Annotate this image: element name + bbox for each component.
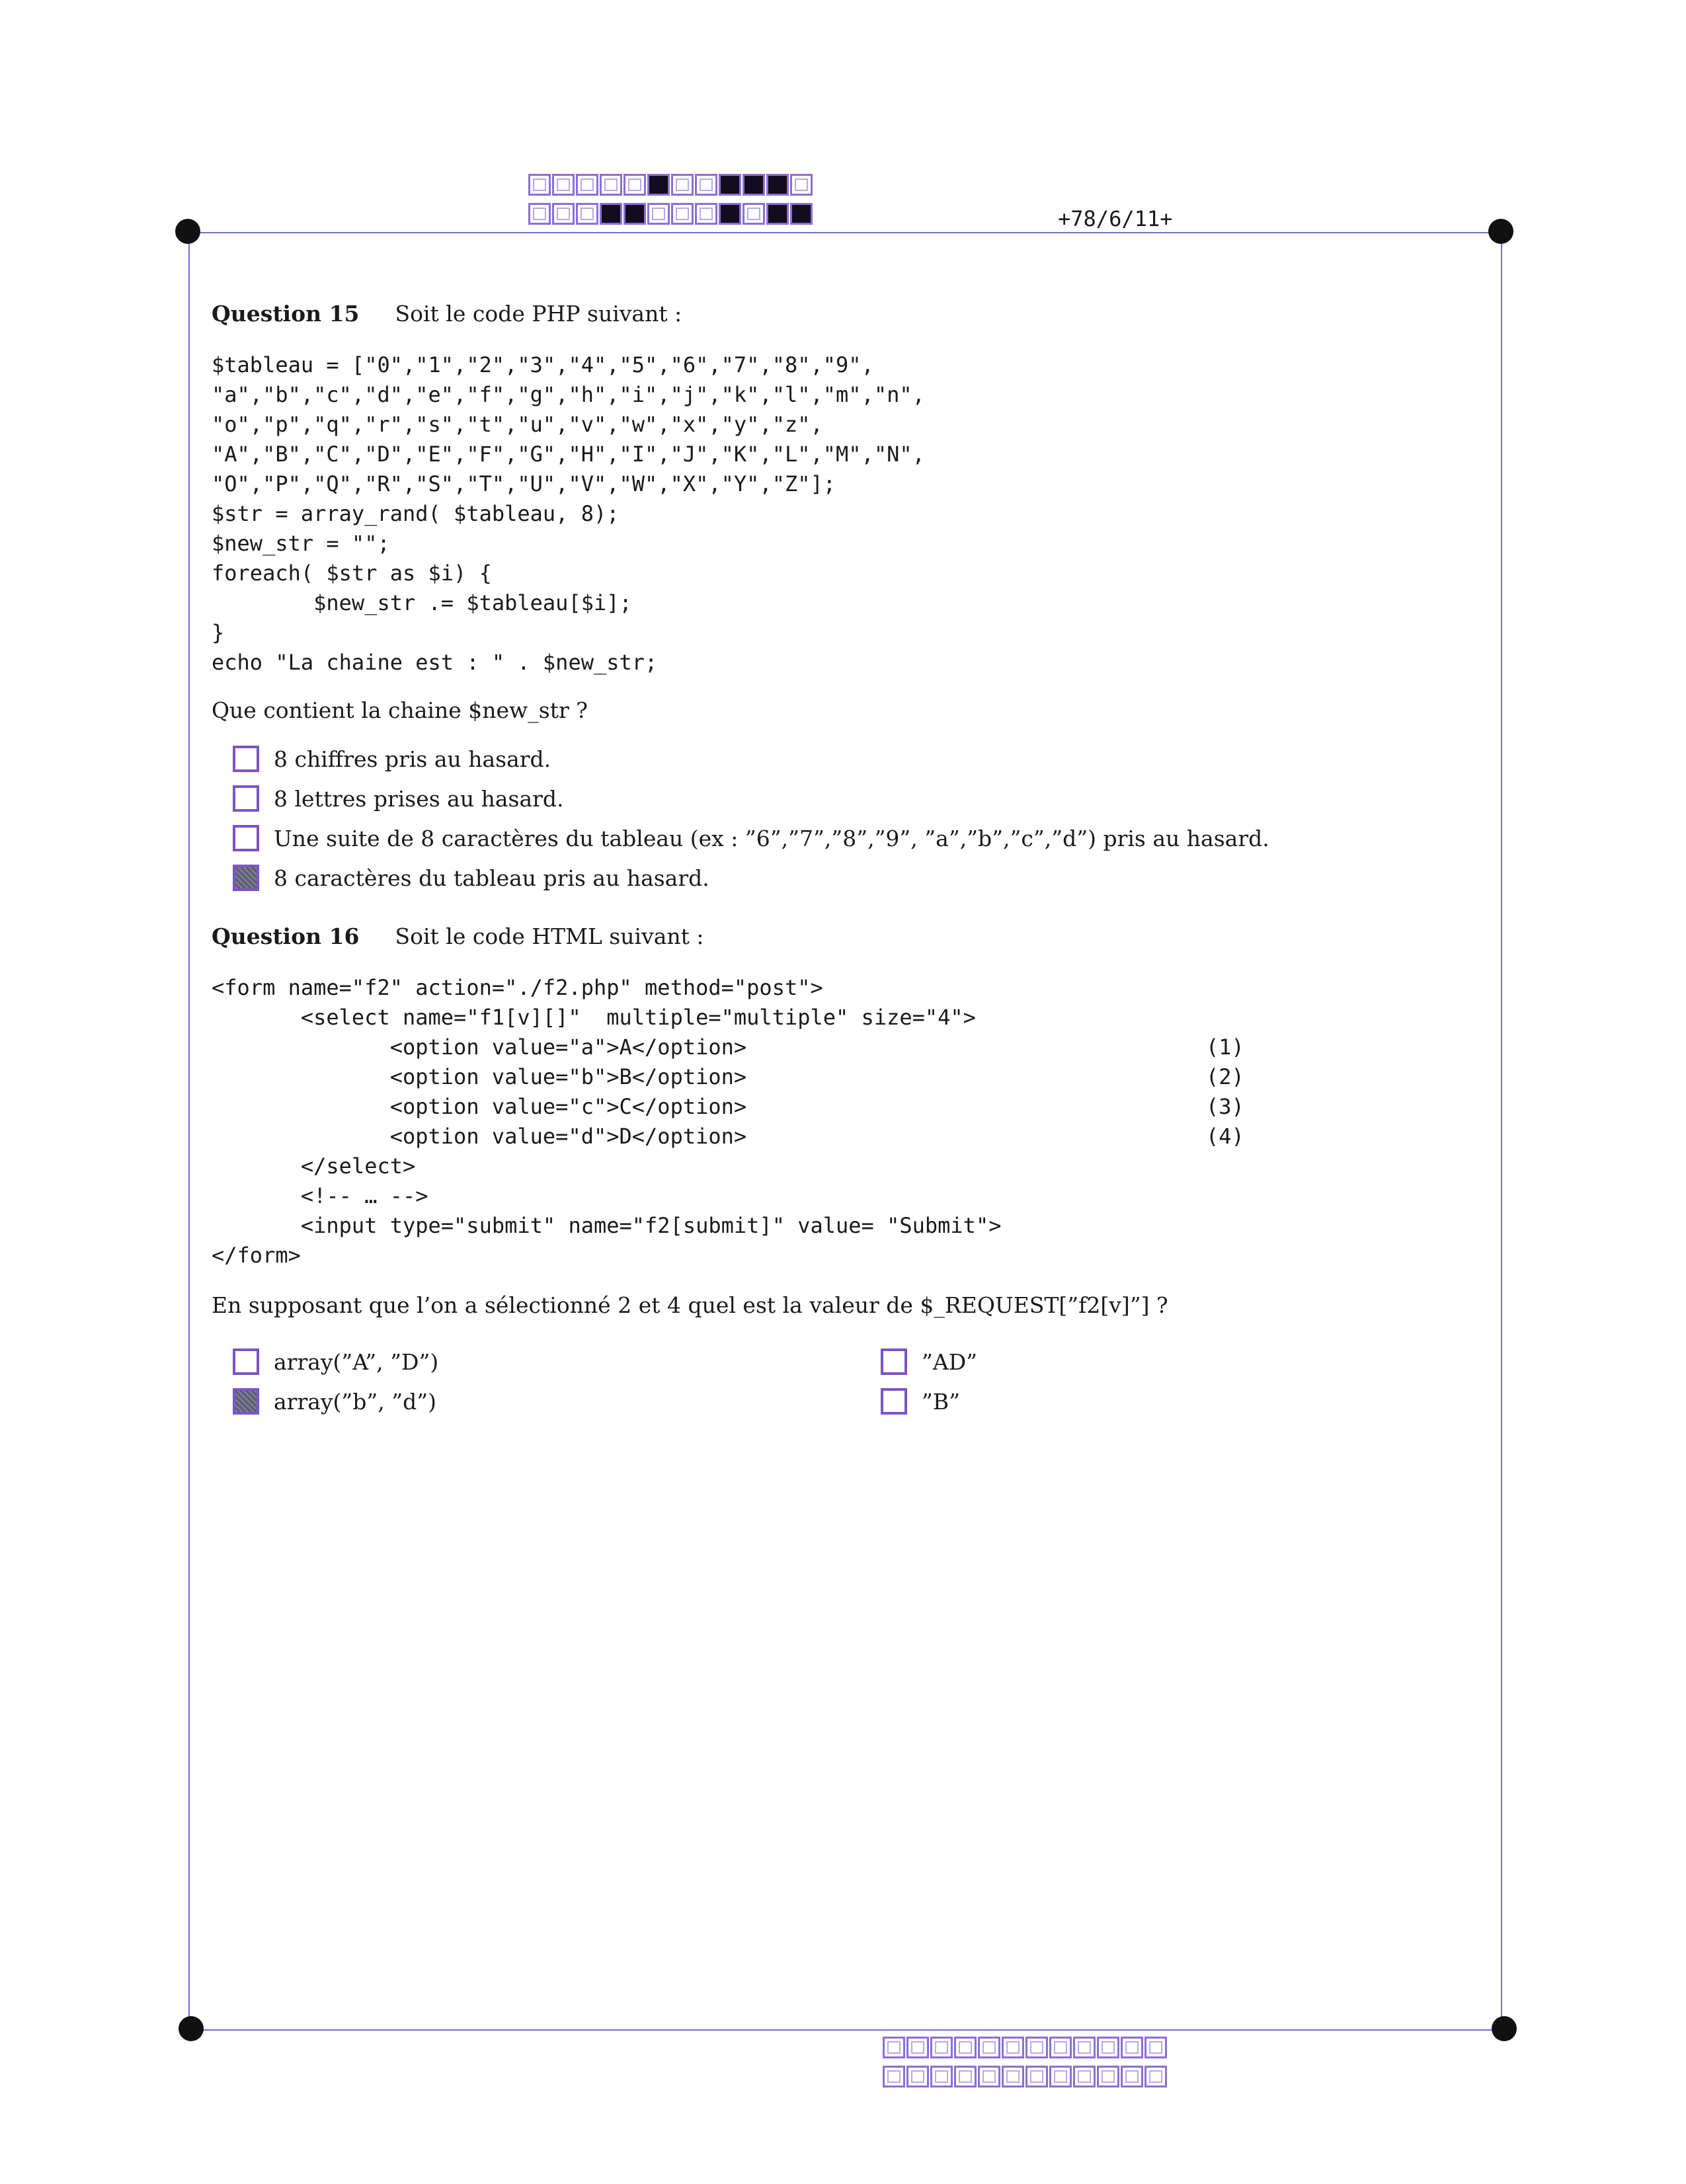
q16-choice-1[interactable] [233,1348,438,1375]
q15-choice-4[interactable] [233,865,709,891]
marker-cell [1025,2037,1048,2058]
q16-choice-1-label: array(”A”, ”D”) [274,1348,439,1375]
marker-cell [552,203,575,225]
marker-cell [671,203,694,225]
top-marker-grid-2 [528,203,814,225]
marker-cell [647,174,670,196]
marker-cell [1049,2037,1072,2058]
line-marker-4: (4) [1206,1124,1244,1149]
option-line-markers [1206,1033,1244,1151]
marker-cell [1097,2037,1119,2058]
marker-cell [1144,2066,1167,2087]
q16-choice-4-checkbox[interactable] [881,1388,907,1415]
question-16-code: <form name="f2" action="./f2.php" method="post"> <select name="f1[v][]" multiple="multiple" size="4"> <option value="a">A</option> <option value="b">B</option> <option value="c">C</option> <option value="d">D</option> </select> <!-- … --> <input type="submit" name="f2[submit]" value= "Submit"> </form> [212,975,1002,1268]
marker-cell [1025,2066,1048,2087]
top-marker-grid-1 [528,174,814,196]
q15-choice-3-label: Une suite de 8 caractères du tableau (ex : ”6”,”7”,”8”,”9”, ”a”,”b”,”c”,”d”) pris au hasard. [274,825,1269,851]
marker-cell [1144,2037,1167,2058]
q15-choice-3-checkbox[interactable] [233,825,259,851]
marker-cell [600,174,622,196]
q15-choice-4-checkbox[interactable] [233,865,259,891]
question-15-title [212,301,682,327]
q16-choice-3-label: array(”b”, ”d”) [274,1388,437,1415]
frame-bottom-line [191,2029,1504,2031]
q15-choice-4-label: 8 caractères du tableau pris au hasard. [274,865,709,891]
marker-cell [576,203,598,225]
q15-choice-3[interactable] [233,825,1269,851]
corner-mark-top-left [175,219,200,244]
marker-cell [1073,2066,1096,2087]
frame-left-line [188,232,190,2030]
q16-choice-3-checkbox[interactable] [233,1388,259,1415]
marker-cell [671,174,694,196]
line-marker-1: (1) [1206,1034,1244,1060]
q15-choice-1-label: 8 chiffres pris au hasard. [274,746,551,772]
marker-cell [930,2037,953,2058]
q16-choice-4[interactable] [881,1388,960,1415]
question-16-prompt: Soit le code HTML suivant : [395,923,704,949]
marker-cell [623,174,646,196]
marker-cell [766,203,789,225]
marker-cell [719,203,741,225]
marker-cell [600,203,622,225]
q16-choice-4-label: ”B” [922,1388,960,1415]
q15-choice-2[interactable] [233,785,564,812]
marker-cell [930,2066,953,2087]
page-id: +78/6/11+ [1058,206,1173,231]
corner-mark-bottom-left [179,2016,204,2041]
q16-choice-2-label: ”AD” [922,1348,978,1375]
marker-cell [978,2066,1000,2087]
marker-cell [954,2037,977,2058]
marker-cell [1049,2066,1072,2087]
marker-cell [1121,2037,1143,2058]
marker-cell [647,203,670,225]
corner-mark-bottom-right [1492,2016,1517,2041]
question-15-prompt: Soit le code PHP suivant : [395,301,682,327]
q15-choice-2-checkbox[interactable] [233,785,259,812]
marker-cell [552,174,575,196]
marker-cell [695,174,717,196]
corner-mark-top-right [1488,219,1513,244]
marker-cell [623,203,646,225]
marker-cell [1002,2066,1024,2087]
marker-cell [743,174,765,196]
marker-cell [954,2066,977,2087]
marker-cell [906,2037,929,2058]
marker-cell [883,2037,905,2058]
marker-cell [576,174,598,196]
marker-cell [695,203,717,225]
marker-cell [790,203,813,225]
bottom-marker-grid-2 [883,2066,1168,2087]
question-16-title [212,923,704,949]
marker-cell [1121,2066,1143,2087]
line-marker-3: (3) [1206,1094,1244,1119]
marker-cell [790,174,813,196]
q16-choice-3[interactable] [233,1388,436,1415]
bottom-marker-grid-1 [883,2037,1168,2058]
q16-choice-2[interactable] [881,1348,977,1375]
frame-top-line [188,232,1501,233]
marker-cell [1002,2037,1024,2058]
q15-choice-1[interactable] [233,746,551,772]
question-15-code: $tableau = ["0","1","2","3","4","5","6","7","8","9", "a","b","c","d","e","f","g","h","i","j","k","l","m","n", "o","p","q","r","s","t","u","v","w","x","y","z", "A","B","C","D","E","F","G","H","I","J","K","L","M","N", "O","P","Q","R","S","T","U","V","W","X","Y","Z"]; $str = array_rand( $tableau, 8); $new_str = ""; foreach( $str as $i) { $new_str .= $tableau[$i]; } echo "La chaine est : " . $new_str; [212,352,925,675]
frame-right-line [1501,232,1502,2030]
question-16-question: En supposant que l’on a sélectionné 2 et 4 quel est la valeur de $_REQUEST[”f2[v]”] ? [212,1292,1168,1318]
q16-choice-2-checkbox[interactable] [881,1348,907,1375]
marker-cell [743,203,765,225]
marker-cell [528,174,551,196]
marker-cell [978,2037,1000,2058]
line-marker-2: (2) [1206,1064,1244,1089]
marker-cell [906,2066,929,2087]
question-15-question: Que contient la chaine $new_str ? [212,697,588,723]
marker-cell [1097,2066,1119,2087]
question-16-number: Question 16 [212,923,360,949]
marker-cell [766,174,789,196]
question-15-number: Question 15 [212,301,360,327]
marker-cell [528,203,551,225]
marker-cell [1073,2037,1096,2058]
q16-choice-1-checkbox[interactable] [233,1348,259,1375]
q15-choice-1-checkbox[interactable] [233,746,259,772]
marker-cell [719,174,741,196]
q15-choice-2-label: 8 lettres prises au hasard. [274,785,564,812]
marker-cell [883,2066,905,2087]
